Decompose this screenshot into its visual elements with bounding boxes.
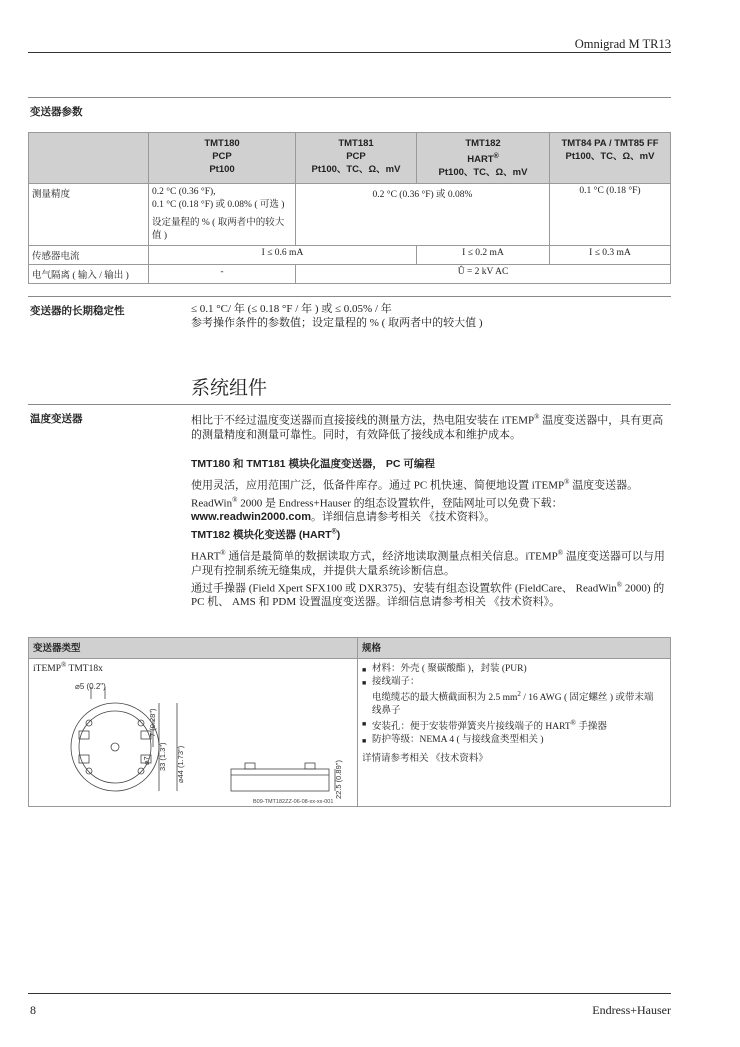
reg-mark: ® [557,549,564,557]
cell-current-tmt182: I ≤ 0.2 mA [417,246,550,265]
sub2-title-text: TMT182 模块化变送器 (HART [191,529,332,541]
spec-list [362,663,666,746]
sub2-text-d: 2000) 的 [622,582,665,595]
superscript-2: 2 [517,690,521,698]
column-tmt180-protocol: PCP [212,151,232,162]
cell-accuracy-tmt180 [149,184,296,246]
transmitter-dimension-drawing [31,679,349,804]
column-header-tmt182 [417,133,550,184]
intro-line1 [191,410,671,428]
sub1-line2 [191,493,671,511]
section-rule [28,404,671,405]
dim-label-d5: ⌀5 (0.2") [75,682,106,691]
spec-terminals-a: 电缆缆芯的最大横截面积为 2.5 mm [372,693,518,704]
spec-terminals-c: 线鼻子 [372,705,401,716]
sub1-line3 [191,510,671,524]
itemp-label: iTEMP [33,664,61,675]
column-tmt181-model: TMT181 [338,138,374,149]
header-rule [28,52,671,53]
sub1-text-b: 温度变送器。 [569,479,639,492]
stability-text [191,302,483,330]
figure-code: B09-TMT182ZZ-06-08-xx-xx-001 [253,799,334,804]
spec-item-terminals [362,676,666,718]
spec-item-mounting [362,717,666,734]
readwin-label: ReadWin [191,497,233,510]
subheading-tmt180-181: TMT180 和 TMT181 模块化温度变送器， PC 可编程 [191,458,435,470]
spec-more-info: 详情请参考相关 《技术资料》 [362,754,488,765]
sub2-text-b: 温度变送器可以与用 [563,550,665,563]
spec-terminals-b: / 16 AWG ( 固定螺丝 ) 或带末端 [520,693,654,704]
spec-terminals-label: ■ 接线端子： [372,676,420,687]
document-title: Omnigrad M TR13 [574,37,671,51]
page-section-title: 系统组件 [191,378,268,399]
table-header-row [29,638,671,659]
column-header-type: 变送器类型 [29,638,358,659]
row-label-isolation: 电气隔离 ( 输入 / 输出 ) [29,265,149,284]
column-header-tmt84 [550,133,671,184]
type-name [33,661,353,674]
cell-isolation-others: Û = 2 kV AC [296,265,671,284]
sub1-text-a: 使用灵活，应用范围广泛，低备件库存。通过 PC 机快速、简便地设置 iTEMP [191,479,565,492]
table-header-empty [29,133,149,184]
readwin-link[interactable]: www.readwin2000.com [191,511,312,524]
reg-mark: ® [564,478,570,486]
accuracy-tmt180-line2: 0.1 °C (0.18 °F) 或 0.08% ( 可选 ) [152,200,285,211]
dim-label-33: 33 (1.3") [158,742,167,771]
reg-mark: ® [232,495,238,504]
cell-accuracy-tmt181-182: 0.2 °C (0.36 °F) 或 0.08% [296,184,550,246]
sub1-line1 [191,475,671,493]
sub1-text-c: 2000 是 Endress+Hauser 的组态设置软件，登陆网址可以免费下载： [237,497,563,510]
transmitter-type-table [28,637,671,807]
accuracy-tmt180-line1: 0.2 °C (0.36 °F), [152,187,216,198]
tmt182-text [191,546,671,609]
transmitter-params-table [28,132,671,284]
column-tmt84-model: TMT84 PA / TMT85 FF [561,138,659,149]
cell-isolation-tmt180: - [149,265,296,284]
tmt18x-label: TMT18x [66,664,103,675]
spec-mounting-a: 安装孔：便于安装带弹簧夹片接线端子的 HART [372,722,571,733]
reg-mark: ® [570,719,576,728]
spec-mounting-b: 手操器 [576,722,607,733]
reg-mark: ® [60,661,67,669]
section-rule [28,97,671,98]
dim-label-7: 7 (0.28") [148,708,157,737]
column-tmt182-protocol [420,150,546,166]
sub2-text-a: 通信是最简单的数据读取方式，经济地读取测量点相关信息。iTEMP [225,550,558,563]
column-tmt180-model: TMT180 [204,138,240,149]
cell-current-tmt180-181: I ≤ 0.6 mA [149,246,417,265]
spec-item-material: ■ 材料：外壳 ( 聚碳酸酯 )，封装 (PUR) [362,663,666,676]
intro-text-a: 相比于不经过温度变送器而直接接线的测量方法，热电阻安装在 iTEMP [191,414,535,427]
intro-text-b: 温度变送器中，具有更高 [539,414,664,427]
cell-spec [358,659,671,807]
table-row-tmt18x [29,659,671,807]
table-header-row [29,133,671,184]
sub2-text-c: 通过手操器 (Field Xpert SFX100 或 DXR375)、安装有组态设置软件 (FieldCare、 ReadWin [191,582,617,595]
spec-terminals-detail [372,688,666,705]
table-row-accuracy [29,184,671,246]
footer-rule [28,993,671,994]
reg-mark: ® [534,413,540,421]
sub2-line1 [191,546,671,564]
brand-name: Endress+Hauser [592,1003,671,1017]
tmt180-181-text [191,475,671,524]
column-tmt182-inputs: Pt100、TC、Ω、mV [438,167,528,179]
column-header-tmt180 [149,133,296,184]
subheading-tmt182 [191,527,340,542]
cell-current-tmt84: I ≤ 0.3 mA [550,246,671,265]
row-label-current: 传感器电流 [29,246,149,265]
column-header-spec: 规格 [358,638,671,659]
sub1-text-d: 。详细信息请参考相关 《技术资料》。 [311,511,496,524]
page-number: 8 [30,1003,36,1017]
sub2-line3 [191,578,671,596]
sub2-line4: PC 机、 AMS 和 PDM 设置温度变送器。详细信息请参考相关 《技术资料》。 [191,596,561,609]
hart-label: HART [191,550,221,563]
hart-label: HART [467,154,494,166]
spec-item-protection: ■ 防护等级：NEMA 4 ( 与接线盒类型相关 ) [362,734,666,747]
reg-mark: ® [331,528,337,536]
dim-label-44: ⌀44 (1.73") [176,745,185,783]
dim-label-225: 22.5 (0.89") [334,760,343,799]
row-label-accuracy: 测量精度 [29,184,149,246]
reg-mark: ® [220,549,226,557]
cell-accuracy-tmt84: 0.1 °C (0.18 °F) [550,184,671,246]
table-row-isolation [29,265,671,284]
column-tmt180-inputs: Pt100 [209,164,235,175]
cell-type [29,659,358,807]
intro-line2: 的测量精度和测量可靠性。同时，有效降低了接线成本和维护成本。 [191,428,521,441]
reg-mark: ® [493,153,499,160]
section-heading-transmitter: 温度变送器 [30,413,83,425]
transmitter-intro [191,410,671,442]
column-tmt181-protocol: PCP [346,151,366,162]
sub2-line2: 户现有控制系统无缝集成，并提供大量系统诊断信息。 [191,564,455,577]
section-rule [28,296,671,297]
column-tmt84-inputs: Pt100、TC、Ω、mV [565,151,655,162]
section-heading-stability: 变送器的长期稳定性 [30,305,125,317]
accuracy-tmt180-line3: 设定量程的 % ( 取两者中的较大值 ) [152,218,285,242]
sub2-title-end: ) [336,529,341,541]
column-header-tmt181 [296,133,417,184]
column-tmt181-inputs: Pt100、TC、Ω、mV [311,164,401,175]
section-heading-params: 变送器参数 [30,106,83,118]
stability-line1: ≤ 0.1 °C/ 年 (≤ 0.18 °F / 年 ) 或 ≤ 0.05% / 年 [191,303,392,315]
table-row-current [29,246,671,265]
dim-label-7b: ⌀7 [142,756,151,765]
reg-mark: ® [616,580,623,589]
stability-line2: 参考操作条件的参数值；设定量程的 % ( 取两者中的较大值 ) [191,317,483,329]
column-tmt182-model: TMT182 [465,138,501,149]
